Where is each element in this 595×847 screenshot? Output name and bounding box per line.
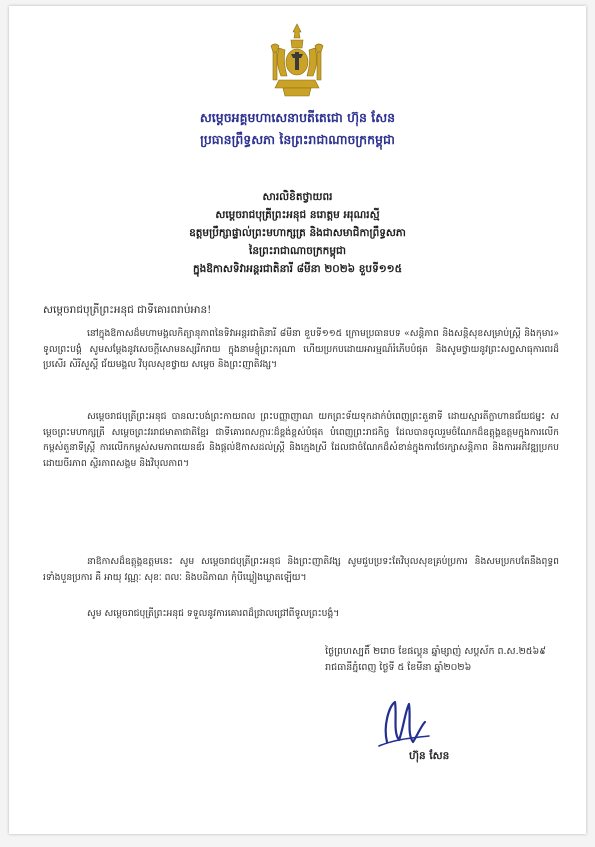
salutation: សម្តេចរាជបុត្រីព្រះអនុជ ជាទីគោរពរាប់អាន! [43, 304, 212, 316]
recipient-country: នៃព្រះរាជាណាចក្រកម្ពុជា [248, 245, 346, 257]
recipient-position: ឧត្តមប្រឹក្សាផ្ទាល់ព្រះមហាក្សត្រ និងជាសមាជិកាព្រឹទ្ធសភា [189, 227, 406, 239]
letter-title-block [9, 188, 586, 278]
body-paragraph-3: នាឱកាសដ៏ឧត្តុង្គឧត្តមនេះ សូម សម្តេចរាជបុត្រីព្រះអនុជ និងព្រះញាតិវង្ស សូមជួបប្រទះតែវិបុលសុខគ្រប់ប្រការ និងសមប្រកបតែនឹងពុទ្ធពរទាំងបួនប្រការ គឺ អាយុ វណ្ណៈ សុខៈ ពលៈ និងបដិភាណ កុំបីឃ្លៀងឃ្លាតឡើយ។ [43, 556, 559, 583]
body-paragraph-4: សូម សម្តេចរាជបុត្រីព្រះអនុជ ទទួលនូវការគោរពដ៏ជ្រាលជ្រៅពីទូលព្រះបង្គំ។ [87, 608, 340, 619]
body-paragraph-2: សម្តេចរាជបុត្រីព្រះអនុជ បានលះបង់ព្រះកាយពល ព្រះបញ្ញាញាណ យកព្រះទ័យទុកដាក់បំពេញព្រះតួនាទី ដោយស្មារតីក្លាហានជ័យជម្នះ សម្តេចព្រះមហាក្សត្រី សម្តេចព្រះវររាជមាតាជាតិខ្មែរ ជាទីគោរពសក្ការៈដ៏ខ្ពង់ខ្ពស់បំផុត បំពេញព្រះរាជកិច្ច ដែលបានចូលរួមចំណែកដ៏ឧត្តុង្គឧត្តមក្នុងការលើកកម្ពស់តួនាទីស្ត្រី ការលើកកម្ពស់សមភាពយេនឌ័រ និងផ្តល់ឱកាសដល់ស្ត្រី និងក្មេងស្រី ដែលជាចំណែកដ៏សំខាន់ក្នុងការថែរក្សាសន្តិភាព និងការអភិវឌ្ឍប្រកបដោយចីរភាព ស្ថិរភាពសង្គម និងវិបុលភាព។ [43, 411, 559, 469]
lunar-date: ថ្ងៃព្រហស្បតិ៍ ២រោច ខែផល្គុន ឆ្នាំម្សាញ់ សប្តស័ក ព.ស.២៥៦៩ [325, 646, 546, 657]
handwritten-signature [373, 696, 433, 752]
date-block [325, 644, 546, 676]
sender-position: ប្រធានព្រឹទ្ធសភា នៃព្រះរាជាណាចក្រកម្ពុជា [200, 132, 395, 147]
signer-name: ហ៊ុន សែន [409, 750, 450, 762]
occasion-line: ក្នុងឱកាសទិវាអន្តរជាតិនារី ៨មីនា ២០២៦ ខួបទី១១៥ [192, 263, 403, 275]
recipient-name: សម្តេចរាជបុត្រីព្រះអនុជ នរោត្តម អរុណរស្មី [215, 209, 380, 221]
royal-arms-emblem-icon [265, 22, 329, 102]
letter-title: សារលិខិតថ្វាយពរ [262, 191, 333, 203]
letter-page [9, 6, 586, 834]
sender-name: សម្តេចអគ្គមហាសេនាបតីតេជោ ហ៊ុន សែន [199, 110, 396, 125]
solar-date: រាជធានីភ្នំពេញ ថ្ងៃទី ៥ ខែមីនា ឆ្នាំ២០២៦ [325, 662, 472, 673]
body-paragraph-1: នៅក្នុងឱកាសដ៏មហាមង្គលកិត្យានុភាពនៃទិវាអន្តរជាតិនារី ៨មីនា ខួបទី១១៥ ក្រោមប្រធានបទ «សន្តិភាព និងសន្តិសុខសម្រាប់ស្ត្រី និងកុមារ» ទូលព្រះបង្គំ សូមសម្តែងនូវសេចក្តីសោមនស្សរីករាយ ក្នុងនាមខ្ញុំព្រះករុណា ហើយប្រកបដោយអារម្មណ៍រំភើបបំផុត និងសូមថ្វាយនូវព្រះសព្ទសាធុការពរដ៏ប្រសើរ សិរីសួស្តី ជ័យមង្គល វិបុលសុខថ្វាយ សម្តេច និងព្រះញាតិវង្ស។ [43, 328, 559, 370]
